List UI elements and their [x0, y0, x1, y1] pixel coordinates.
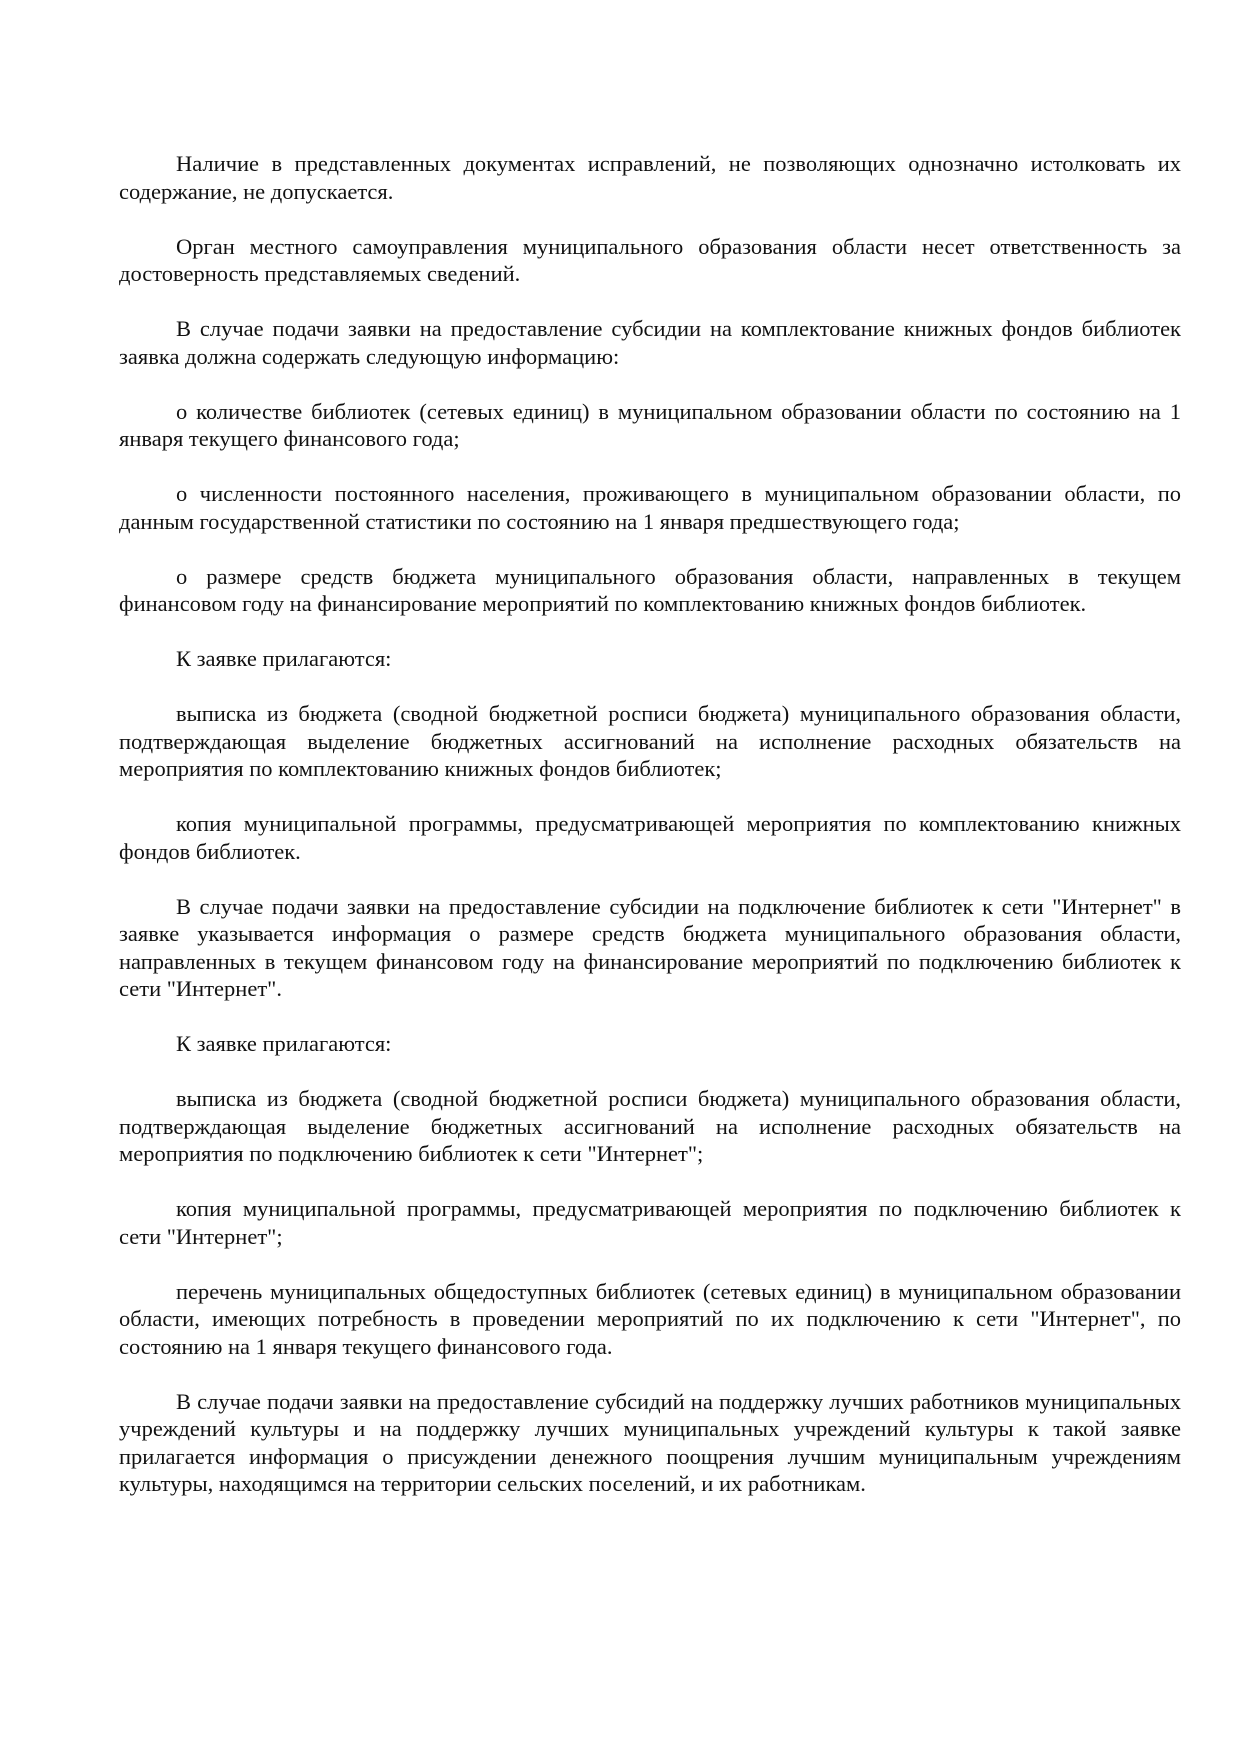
paragraph-budget-book-funds: о размере средств бюджета муниципального образования области, направленных в текущем финансовом году на финансирование мероприятий по комплектованию книжных фондов библиотек.: [119, 563, 1181, 616]
paragraph-library-count: о количестве библиотек (сетевых единиц) в муниципальном образовании области по состоянию на 1 января текущего финансового года;: [119, 398, 1181, 451]
paragraph-library-list-internet: перечень муниципальных общедоступных библиотек (сетевых единиц) в муниципальном образовании области, имеющих потребность в проведении мероприятий по их подключению к сети "Интернет", по состоянию на 1 января текущего финансового года.: [119, 1278, 1181, 1359]
paragraph-population: о численности постоянного населения, проживающего в муниципальном образовании области, по данным государственной статистики по состоянию на 1 января предшествующего года;: [119, 481, 1181, 534]
paragraph-corrections: Наличие в представленных документах исправлений, не позволяющих однозначно истолковать их содержание, не допускается.: [119, 151, 1181, 204]
paragraph-attachments-heading-1: К заявке прилагаются:: [176, 646, 392, 671]
document-body: [119, 150, 1181, 1498]
paragraph-attachments-heading-2: К заявке прилагаются:: [176, 1031, 392, 1056]
paragraph-budget-extract-book-funds: выписка из бюджета (сводной бюджетной росписи бюджета) муниципального образования области, подтверждающая выделение бюджетных ассигнований на исполнение расходных обязательств на мероприятия по комплектованию книжных фондов библиотек;: [119, 701, 1181, 781]
paragraph-program-copy-book-funds: копия муниципальной программы, предусматривающей мероприятия по комплектованию книжных фондов библиотек.: [119, 811, 1181, 864]
paragraph-book-funds-application: В случае подачи заявки на предоставление субсидии на комплектование книжных фондов библиотек заявка должна содержать следующую информацию:: [119, 316, 1181, 369]
paragraph-budget-extract-internet: выписка из бюджета (сводной бюджетной росписи бюджета) муниципального образования области, подтверждающая выделение бюджетных ассигнований на исполнение расходных обязательств на мероприятия по подключению библиотек к сети "Интернет";: [119, 1086, 1181, 1166]
paragraph-best-workers-support: В случае подачи заявки на предоставление субсидий на поддержку лучших работников муниципальных учреждений культуры и на поддержку лучших муниципальных учреждений культуры к такой заявке прилагается информация о присуждении денежного поощрения лучшим муниципальным учреждениям культуры, находящимся на территории сельских поселений, и их работникам.: [119, 1388, 1181, 1496]
paragraph-responsibility: Орган местного самоуправления муниципального образования области несет ответственность за достоверность представляемых сведений.: [119, 233, 1181, 286]
paragraph-internet-application: В случае подачи заявки на предоставление субсидии на подключение библиотек к сети "Интернет" в заявке указывается информация о размере средств бюджета муниципального образования области, направленных в текущем финансовом году на финансирование мероприятий по подключению библиотек к сети "Интернет".: [119, 893, 1181, 1001]
paragraph-program-copy-internet: копия муниципальной программы, предусматривающей мероприятия по подключению библиотек к сети "Интернет";: [119, 1196, 1181, 1249]
